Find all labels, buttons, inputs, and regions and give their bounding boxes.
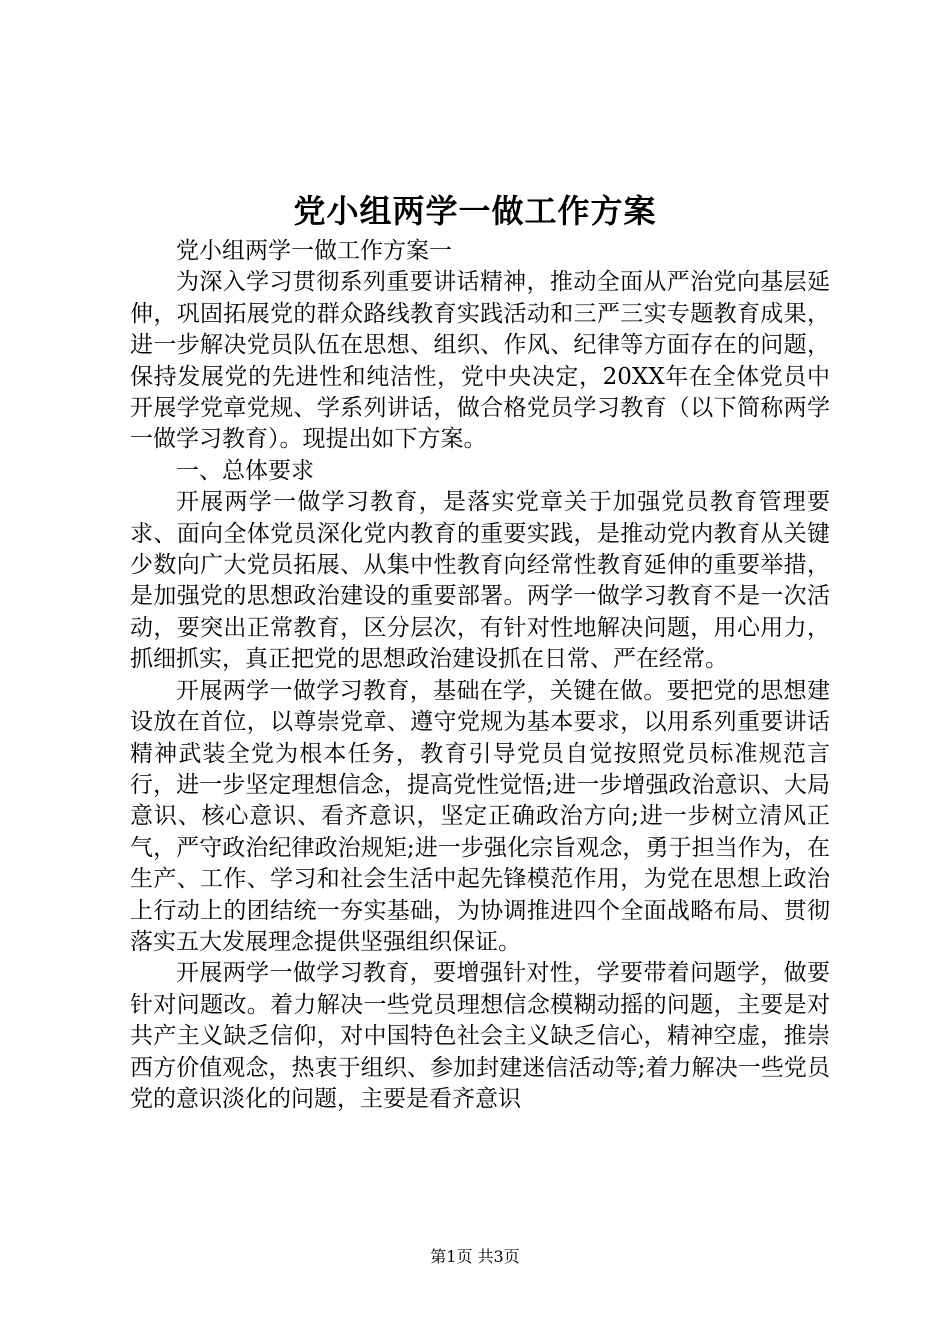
document-body [130,236,830,1115]
paragraph-intro: 为深入学习贯彻系列重要讲话精神，推动全面从严治党向基层延伸，巩固拓展党的群众路线教育实践活动和三严三实专题教育成果，进一步解决党员队伍在思想、组织、作风、纪律等方面存在的问题，保持发展党的先进性和纯洁性，党中央决定，20XX年在全体党员中开展学党章党规、学系列讲话，做合格党员学习教育（以下简称两学一做学习教育）。现提出如下方案。 [130,269,830,453]
page-number-footer: 第1页 共3页 [430,1247,520,1266]
paragraph-subtitle: 党小组两学一做工作方案一 [176,238,452,264]
paragraph: 开展两学一做学习教育，是落实党章关于加强党员教育管理要求、面向全体党员深化党内教育的重要实践，是推动党内教育从关键少数向广大党员拓展、从集中性教育向经常性教育延伸的重要举措，是加强党的思想政治建设的重要部署。两学一做学习教育不是一次活动，要突出正常教育，区分层次，有针对性地解决问题，用心用力，抓细抓实，真正把党的思想政治建设抓在日常、严在经常。 [130,489,830,673]
section-heading-general-requirements: 一、总体要求 [176,457,314,484]
paragraph: 开展两学一做学习教育，要增强针对性，学要带着问题学，做要针对问题改。着力解决一些党员理想信念模糊动摇的问题，主要是对共产主义缺乏信仰，对中国特色社会主义缺乏信心，精神空虚，推崇西方价值观念，热衷于组织、参加封建迷信活动等;着力解决一些党员党的意识淡化的问题，主要是看齐意识 [130,960,830,1112]
document-title: 党小组两学一做工作方案 [293,192,657,230]
paragraph: 开展两学一做学习教育，基础在学，关键在做。要把党的思想建设放在首位，以尊崇党章、遵守党规为基本要求，以用系列重要讲话精神武装全党为根本任务，教育引导党员自觉按照党员标准规范言行，进一步坚定理想信念，提高党性觉悟;进一步增强政治意识、大局意识、核心意识、看齐意识，坚定正确政治方向;进一步树立清风正气，严守政治纪律政治规矩;进一步强化宗旨观念，勇于担当作为，在生产、工作、学习和社会生活中起先锋模范作用，为党在思想上政治上行动上的团结统一夯实基础，为协调推进四个全面战略布局、贯彻落实五大发展理念提供坚强组织保证。 [130,677,830,955]
